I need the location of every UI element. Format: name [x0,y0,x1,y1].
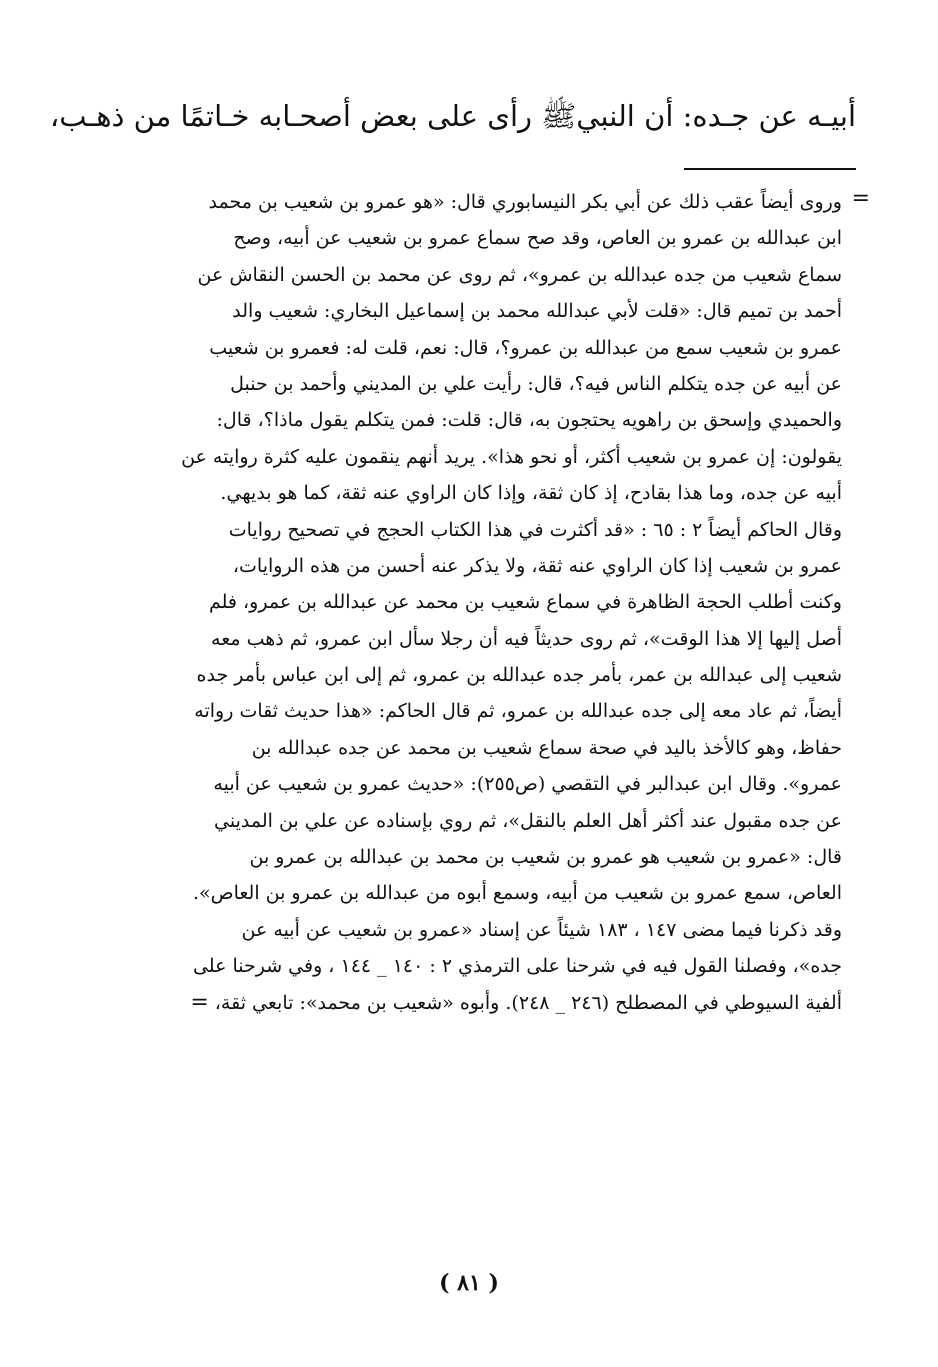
footnote-continuation-mark-bottom: = [190,989,209,1015]
commentary-line: وقد ذكرنا فيما مضى ١٤٧ ، ١٨٣ شيئاً عن إسناد «عمرو بن شعيب عن أبيه عن [241,918,842,941]
commentary-line: وكنت أطلب الحجة الظاهرة في سماع شعيب بن محمد عن عبدالله بن عمرو، فلم [208,591,842,614]
footnote-commentary [66,184,842,1021]
commentary-line: عمرو». وقال ابن عبدالبر في التقصي (ص٢٥٥): «حديث عمرو بن شعيب عن أبيه [213,773,842,796]
commentary-line: عمرو بن شعيب سمع من عبدالله بن عمرو؟، قال: نعم، قلت له: فعمرو بن شعيب [209,336,842,359]
commentary-line: جده»، وفصلنا القول فيه في شرحنا على الترمذي ٢ : ١٤٠ _ ١٤٤ ، وفي شرحنا على [192,955,842,978]
commentary-line-last [66,985,842,1021]
commentary-line: أحمد بن تميم قال: «قلت لأبي عبدالله محمد بن إسماعيل البخاري: شعيب والد [232,300,842,323]
footnote-continuation-mark-top: = [851,186,870,211]
commentary-line: وقال الحاكم أيضاً ٢ : ٦٥ : «قد أكثرت في هذا الكتاب الحجج في تصحيح روايات [228,518,842,541]
commentary-line: العاص، سمع عمرو بن شعيب من أبيه، وسمع أبوه من عبدالله بن عمرو بن العاص». [192,882,842,905]
page-number: ( ٨١ ) [439,1270,499,1296]
commentary-line: قال: «عمرو بن شعيب هو عمرو بن شعيب بن محمد بن عبدالله بن عمرو بن [249,846,842,869]
commentary-line: سماع شعيب من جده عبدالله بن عمرو»، ثم روى عن محمد بن الحسن النقاش عن [197,263,842,286]
commentary-line: وروى أيضاً عقب ذلك عن أبي بكر النيسابوري قال: «هو عمرو بن شعيب بن محمد [208,191,842,213]
commentary-line: عمرو بن شعيب إذا كان الراوي عنه ثقة، ولا يذكر عنه أحسن من هذه الروايات، [232,554,842,577]
footnote-separator-rule [684,168,856,170]
commentary-line: حفاظ، وهو كالأخذ باليد في صحة سماع شعيب بن محمد عن جده عبدالله بن [251,736,842,759]
commentary-line: شعيب إلى عبدالله بن عمر، بأمر جده عبدالله بن عمرو، ثم إلى ابن عباس بأمر جده [196,664,842,687]
commentary-line: والحميدي وإسحق بن راهويه يحتجون به، قال: قلت: فمن يتكلم يقول ماذا؟، قال: [216,409,842,432]
commentary-line: أصل إليها إلا هذا الوقت»، ثم روى حديثاً فيه أن رجلا سأل ابن عمرو، ثم ذهب معه [211,627,842,650]
commentary-line: أبيه عن جده، وما هذا بقادح، إذ كان ثقة، وإذا كان الراوي عنه ثقة، كما هو بديهي. [220,482,842,505]
commentary-line: ابن عبدالله بن عمرو بن العاص، وقد صح سماع عمرو بن شعيب عن أبيه، وصح [233,227,842,250]
commentary-line: عن أبيه عن جده يتكلم الناس فيه؟، قال: رأيت علي بن المديني وأحمد بن حنبل [230,372,842,395]
hadith-text-line: أبيـه عن جـده: أن النبيﷺ رأى على بعض أصحـابه خـاتمًا من ذهـب، [49,99,856,133]
commentary-line: عن جده مقبول عند أكثر أهل العلم بالنقل»، ثم روي بإسناده عن علي بن المديني [214,809,842,832]
commentary-line-text: ألفية السيوطي في المصطلح (٢٤٦ _ ٢٤٨). وأبوه «شعيب بن محمد»: تابعي ثقة، [214,991,842,1014]
commentary-line: أيضاً، ثم عاد معه إلى جده عبدالله بن عمرو، ثم قال الحاكم: «هذا حديث ثقات رواته [194,700,842,723]
commentary-line: يقولون: إن عمرو بن شعيب أكثر، أو نحو هذا». يريد أنهم ينقمون عليه كثرة روايته عن [181,445,842,468]
